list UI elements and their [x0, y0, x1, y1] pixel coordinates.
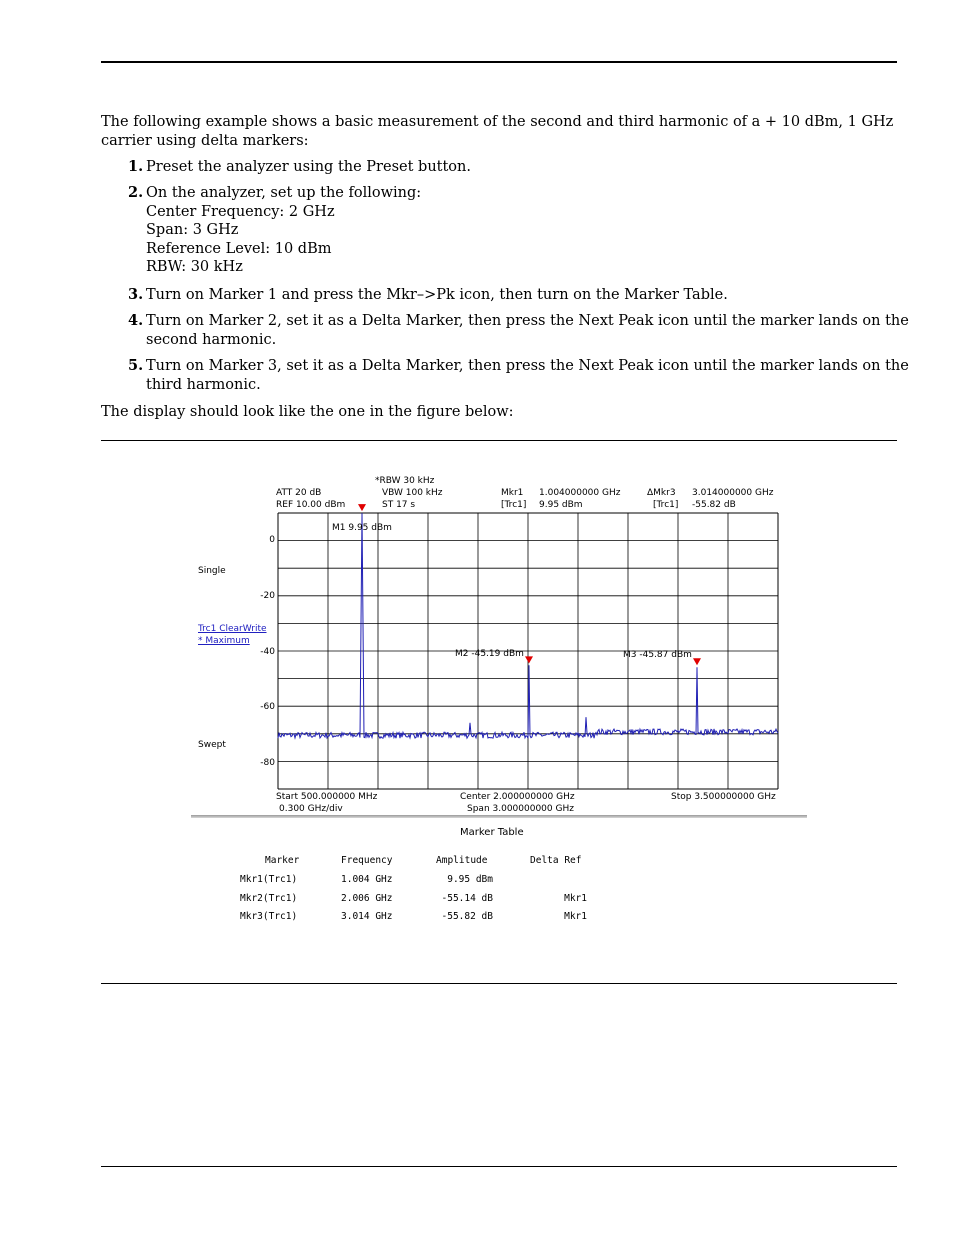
row-frequency: 2.006 GHz [341, 893, 393, 904]
delta-marker3-amplitude: -55.82 dB [692, 500, 736, 510]
step-text: Turn on Marker 2, set it as a Delta Marker, then press the Next Peak icon until the marker lands on the [146, 313, 909, 329]
setting-center-frequency: Center Frequency: 2 GHz [146, 203, 335, 220]
table-header-marker: Marker [265, 855, 300, 866]
marker1-label: Mkr1 [501, 488, 524, 498]
row-amplitude: 9.95 dBm [447, 874, 493, 885]
stop-frequency: Stop 3.500000000 GHz [671, 792, 776, 802]
header-rule [101, 61, 897, 63]
marker-group [358, 504, 701, 665]
figure-bottom-rule [101, 983, 897, 984]
row-frequency: 3.014 GHz [341, 911, 393, 922]
setting-rbw: RBW: 30 kHz [146, 259, 243, 275]
marker-3-triangle [693, 658, 701, 665]
vbw-readout: VBW 100 kHz [382, 488, 443, 498]
row-amplitude: -55.82 dB [441, 911, 493, 922]
detector-link[interactable]: * Maximum [198, 636, 250, 646]
y-tick-label: -40 [260, 647, 275, 657]
step-text: Turn on Marker 1 and press the Mkr–>Pk icon, then turn on the Marker Table. [146, 287, 728, 303]
plot-grid [278, 513, 778, 789]
step-number: 2. [128, 184, 144, 201]
table-header-frequency: Frequency [341, 855, 393, 866]
marker1-amplitude: 9.95 dBm [539, 500, 583, 510]
row-delta-ref: Mkr1 [564, 911, 587, 922]
marker3-annotation: M3 -45.87 dBm [623, 650, 692, 660]
row-marker: Mkr1(Trc1) [240, 874, 298, 885]
setting-span: Span: 3 GHz [146, 222, 239, 238]
delta-marker3-frequency: 3.014000000 GHz [692, 488, 774, 498]
marker1-frequency: 1.004000000 GHz [539, 488, 621, 498]
attenuation-readout: ATT 20 dB [276, 488, 322, 498]
analyzer-screenshot [191, 467, 807, 963]
y-tick-label: -80 [260, 758, 275, 768]
frequency-per-division: 0.300 GHz/div [279, 804, 343, 814]
step-text: Turn on Marker 3, set it as a Delta Marker, then press the Next Peak icon until the marker lands on the [146, 358, 909, 374]
delta-marker3-trace: [Trc1] [653, 500, 679, 510]
delta-marker3-label: ΔMkr3 [647, 488, 676, 498]
step-text-continued: second harmonic. [146, 331, 277, 348]
sweep-status-swept: Swept [198, 740, 226, 750]
marker-table-title: Marker Table [460, 827, 524, 838]
step-number: 5. [128, 357, 144, 374]
y-tick-label: -20 [260, 591, 275, 601]
step-number: 1. [128, 158, 144, 175]
step-number: 4. [128, 312, 144, 329]
span-readout: Span 3.000000000 GHz [467, 804, 574, 814]
row-frequency: 1.004 GHz [341, 874, 393, 885]
step-text-continued: third harmonic. [146, 376, 261, 393]
figure-top-rule [101, 440, 897, 441]
y-tick-label: -60 [260, 702, 275, 712]
sweep-time-readout: ST 17 s [382, 500, 416, 510]
reference-level-readout: REF 10.00 dBm [276, 500, 346, 510]
intro-paragraph: The following example shows a basic measurement of the second and third harmonic of a + 10 dBm, 1 GHz carrier using delta markers: [101, 114, 894, 149]
marker2-annotation: M2 -45.19 dBm [455, 649, 524, 659]
marker-1-triangle [358, 504, 366, 511]
start-frequency: Start 500.000000 MHz [276, 792, 378, 802]
table-header-amplitude: Amplitude [436, 855, 488, 866]
step-text: Preset the analyzer using the Preset button. [146, 159, 471, 175]
sweep-mode-single: Single [198, 566, 226, 576]
marker1-annotation: M1 9.95 dBm [332, 523, 392, 533]
marker1-trace: [Trc1] [501, 500, 527, 510]
spectrum-plot [191, 467, 807, 827]
rbw-readout: *RBW 30 kHz [375, 476, 435, 486]
row-delta-ref: Mkr1 [564, 893, 587, 904]
marker-2-triangle [525, 656, 533, 663]
panel-separator [191, 815, 807, 818]
setting-reference-level: Reference Level: 10 dBm [146, 240, 332, 257]
footer-rule [101, 1166, 897, 1167]
step-text: On the analyzer, set up the following: [146, 185, 422, 201]
row-amplitude: -55.14 dB [441, 893, 493, 904]
trace-mode-link[interactable]: Trc1 ClearWrite [198, 624, 267, 634]
center-frequency: Center 2.000000000 GHz [460, 792, 575, 802]
closing-paragraph: The display should look like the one in the figure below: [101, 404, 514, 420]
row-marker: Mkr2(Trc1) [240, 893, 298, 904]
step-number: 3. [128, 286, 144, 303]
y-tick-label: 0 [269, 535, 275, 545]
row-marker: Mkr3(Trc1) [240, 911, 298, 922]
table-header-delta-ref: Delta Ref [530, 855, 582, 866]
